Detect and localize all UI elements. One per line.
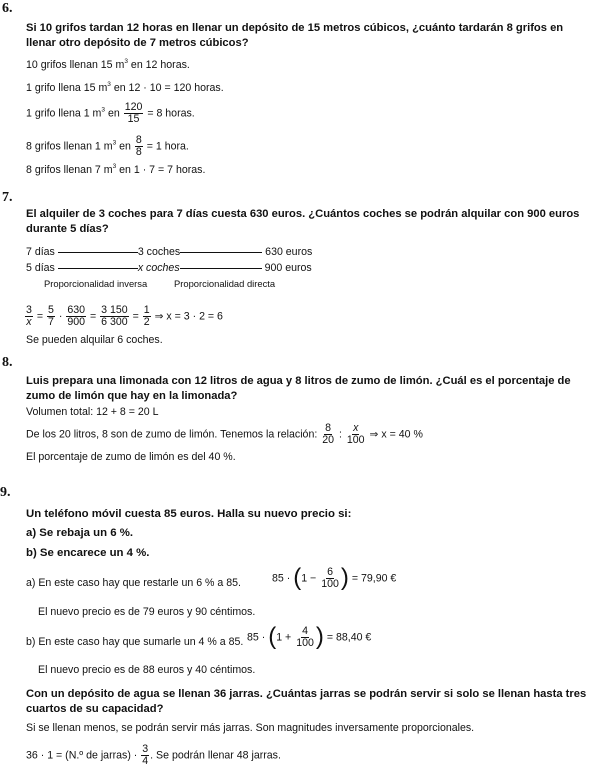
- problem-7-number: 7.: [2, 190, 13, 205]
- p6-line-5: 8 grifos llenan 7 $m^3$ en 1 · 7 = 7 horas.: [26, 163, 206, 176]
- p8-conclusion: El porcentaje de zumo de limón es del 40 %.: [26, 451, 236, 463]
- fraction-120-15: $\frac{120}{15}$: [124, 101, 143, 125]
- problem-8-question: Luis prepara una limonada con 12 litros de agua y 8 litros de zumo de limón. ¿Cuál es el porcentaje de zumo de limón que hay en la limonada?: [26, 375, 571, 402]
- problem-8-number: 8.: [2, 355, 13, 370]
- p7-direct-label: Proporcionalidad directa: [174, 278, 276, 289]
- p10-line-2: 36 · 1 = (N.º de jarras) · $\frac{3}{4}$ . Se podrán llenar 48 jarras.: [26, 743, 281, 767]
- p9-b-conclusion: El nuevo precio es de 88 euros y 40 céntimos.: [38, 664, 256, 676]
- problem-10-question: Con un depósito de agua se llenan 36 jarras. ¿Cuántas jarras se podrán servir si solo se llenan hasta tres cuartos de su capacidad?: [26, 688, 587, 715]
- p9-a-conclusion: El nuevo precio es de 79 euros y 90 céntimos.: [38, 606, 256, 618]
- p10-line-1: Si se llenan menos, se podrán servir más jarras. Son magnitudes inversamente proporcionales.: [26, 722, 475, 734]
- problem-7-question: El alquiler de 3 coches para 7 días cuesta 630 euros. ¿Cuántos coches se podrán alquilar con 900 euros durante 5 días?: [26, 208, 580, 235]
- p9-b-text: b) En este caso hay que sumarle un 4 % a 85.: [26, 636, 244, 648]
- p8-volume: Volumen total: 12 + 8 = 20 L: [26, 406, 159, 418]
- p6-line-4: 8 grifos llenan 1 $m^3$ en $\frac{8}{8}$ = 1 hora.: [26, 134, 189, 158]
- problem-9-question: Un teléfono móvil cuesta 85 euros. Halla su nuevo precio si:: [26, 508, 352, 520]
- p9-b-formula: 85 · (1 + $\frac{4}{100}$ ) = 88,40 €: [247, 622, 372, 650]
- p6-line-2: 1 grifo llena 15 $m^3$ en 12 · 10 = 120 horas.: [26, 81, 224, 94]
- p7-inverse-label: Proporcionalidad inversa: [44, 278, 148, 289]
- problem-9-part-a: a) Se rebaja un 6 %.: [26, 527, 133, 539]
- problem-6-number: 6.: [2, 1, 13, 16]
- p7-row-1: 7 días 3 coches 630 euros: [26, 246, 313, 258]
- p9-a-formula: 85 · (1 − $\frac{6}{100}$ ) = 79,90 €: [272, 563, 397, 591]
- problem-6-question: Si 10 grifos tardan 12 horas en llenar un depósito de 15 metros cúbicos, ¿cuánto tardarán 8 grifos en llenar otro depósito de 7 metros cúbicos?: [26, 22, 564, 49]
- problem-9-part-b: b) Se encarece un 4 %.: [26, 547, 150, 559]
- fraction-8-8: $\frac{8}{8}$: [135, 134, 142, 158]
- p7-conclusion: Se pueden alquilar 6 coches.: [26, 334, 163, 346]
- p9-a-text: a) En este caso hay que restarle un 6 % a 85.: [26, 577, 241, 589]
- p6-line-1: 10 grifos llenan 15 $m^3$ en 12 horas.: [26, 58, 190, 71]
- p8-relation: De los 20 litros, 8 son de zumo de limón. Tenemos la relación: $\frac{8}{20}$ : $\frac{x}{100}$ ⇒ x = 40 %: [26, 422, 423, 446]
- problem-9-number: 9.: [0, 485, 11, 500]
- p7-equation: $\frac{3}{x}$ = $\frac{5}{7}$ · $\frac{630}{900}$ = $\frac{3 150}{6 300}$ = $\frac{1}{2}$ ⇒ x = 3 · 2 = 6: [26, 304, 223, 328]
- p6-line-3: 1 grifo llena 1 $m^3$ en $\frac{120}{15}$ = 8 horas.: [26, 101, 195, 125]
- p7-row-2: 5 días x coches 900 euros: [26, 262, 312, 274]
